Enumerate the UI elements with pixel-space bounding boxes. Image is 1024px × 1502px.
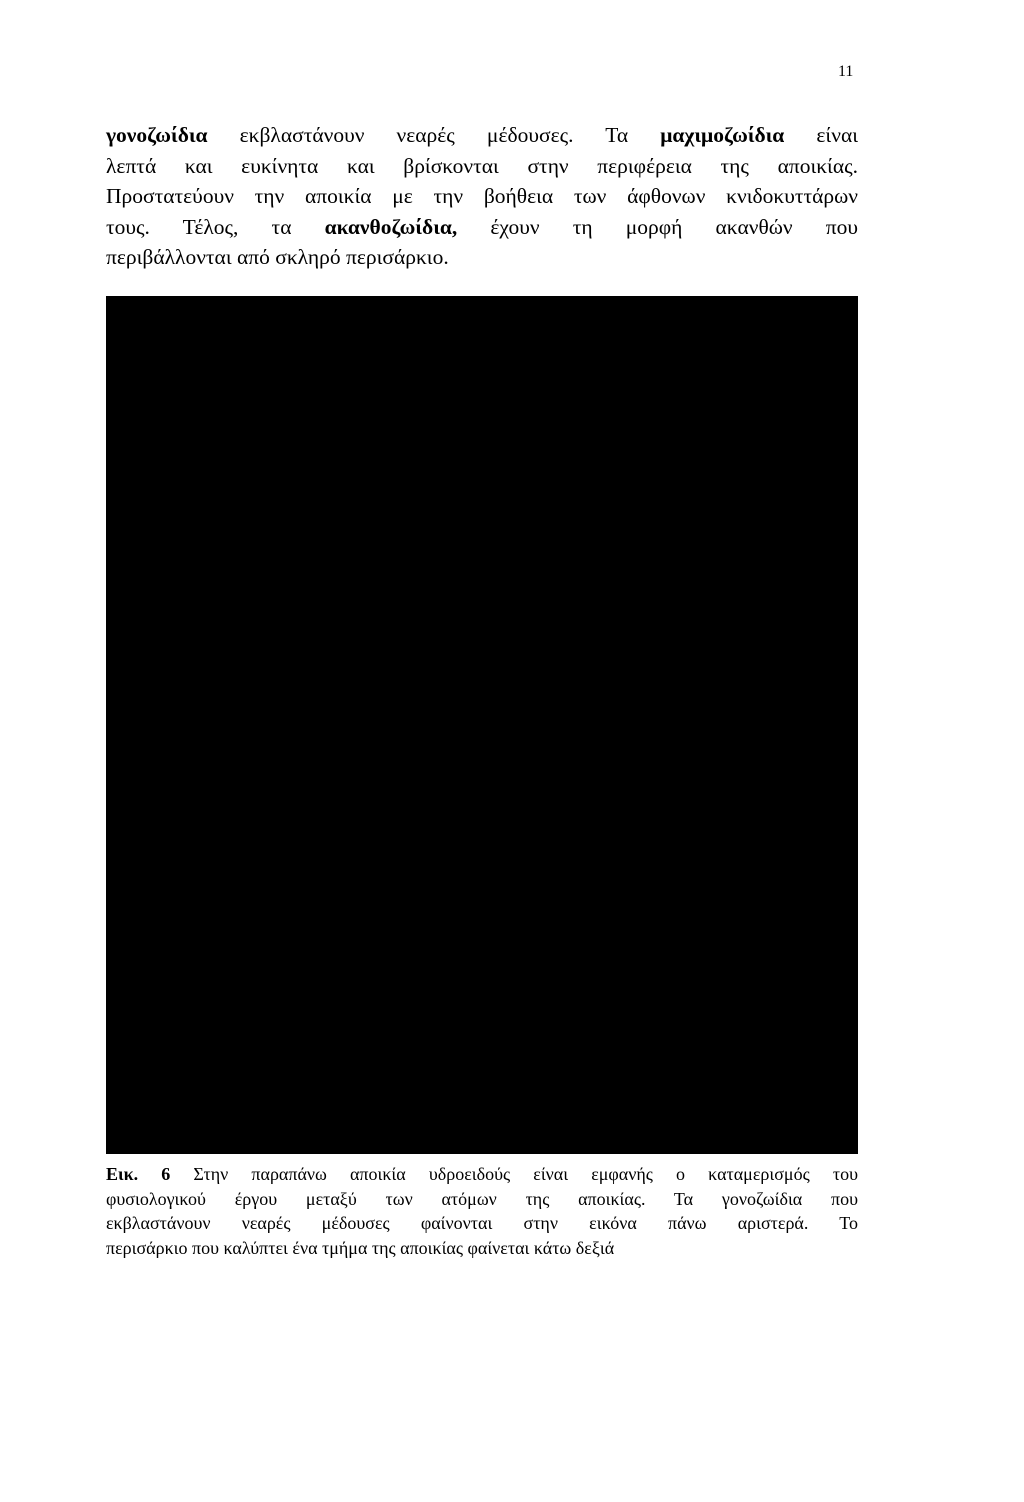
paragraph-line-3: Προστατεύουν την αποικία με την βοήθεια των άφθονων κνιδοκυττάρων: [106, 184, 858, 208]
paragraph-line-4: τους. Τέλος, τα ακανθοζωίδια, έχουν τη μορφή ακανθών που: [106, 214, 858, 239]
term-dactylozooids: μαχιμοζωίδια: [660, 123, 785, 147]
figure-image-black: [106, 296, 858, 1154]
page-number: 11: [838, 63, 854, 80]
term-gonozooids: γονοζωίδια: [106, 123, 208, 147]
caption-line-4: περισάρκιο που καλύπτει ένα τμήμα της αποικίας φαίνεται κάτω δεξιά: [106, 1237, 615, 1258]
paragraph-line-5: περιβάλλονται από σκληρό περισάρκιο.: [106, 245, 449, 269]
caption-line-2: φυσιολογικού έργου μεταξύ των ατόμων της αποικίας. Τα γονοζωίδια που: [106, 1188, 858, 1209]
caption-label: Εικ. 6: [106, 1164, 171, 1184]
caption-line-3: εκβλαστάνουν νεαρές μέδουσες φαίνονται στην εικόνα πάνω αριστερά. Το: [106, 1213, 858, 1233]
body-paragraph: [106, 120, 858, 273]
paragraph-line-1: γονοζωίδια εκβλαστάνουν νεαρές μέδουσες. Τα μαχιμοζωίδια είναι: [106, 123, 858, 147]
paragraph-line-2: λεπτά και ευκίνητα και βρίσκονται στην περιφέρεια της αποικίας.: [106, 153, 858, 178]
caption-line-1: Εικ. 6 Στην παραπάνω αποικία υδροειδούς είναι εμφανής ο καταμερισμός του: [106, 1164, 858, 1184]
figure-caption: [106, 1162, 858, 1260]
term-acanthozooids: ακανθοζωίδια,: [324, 214, 458, 239]
